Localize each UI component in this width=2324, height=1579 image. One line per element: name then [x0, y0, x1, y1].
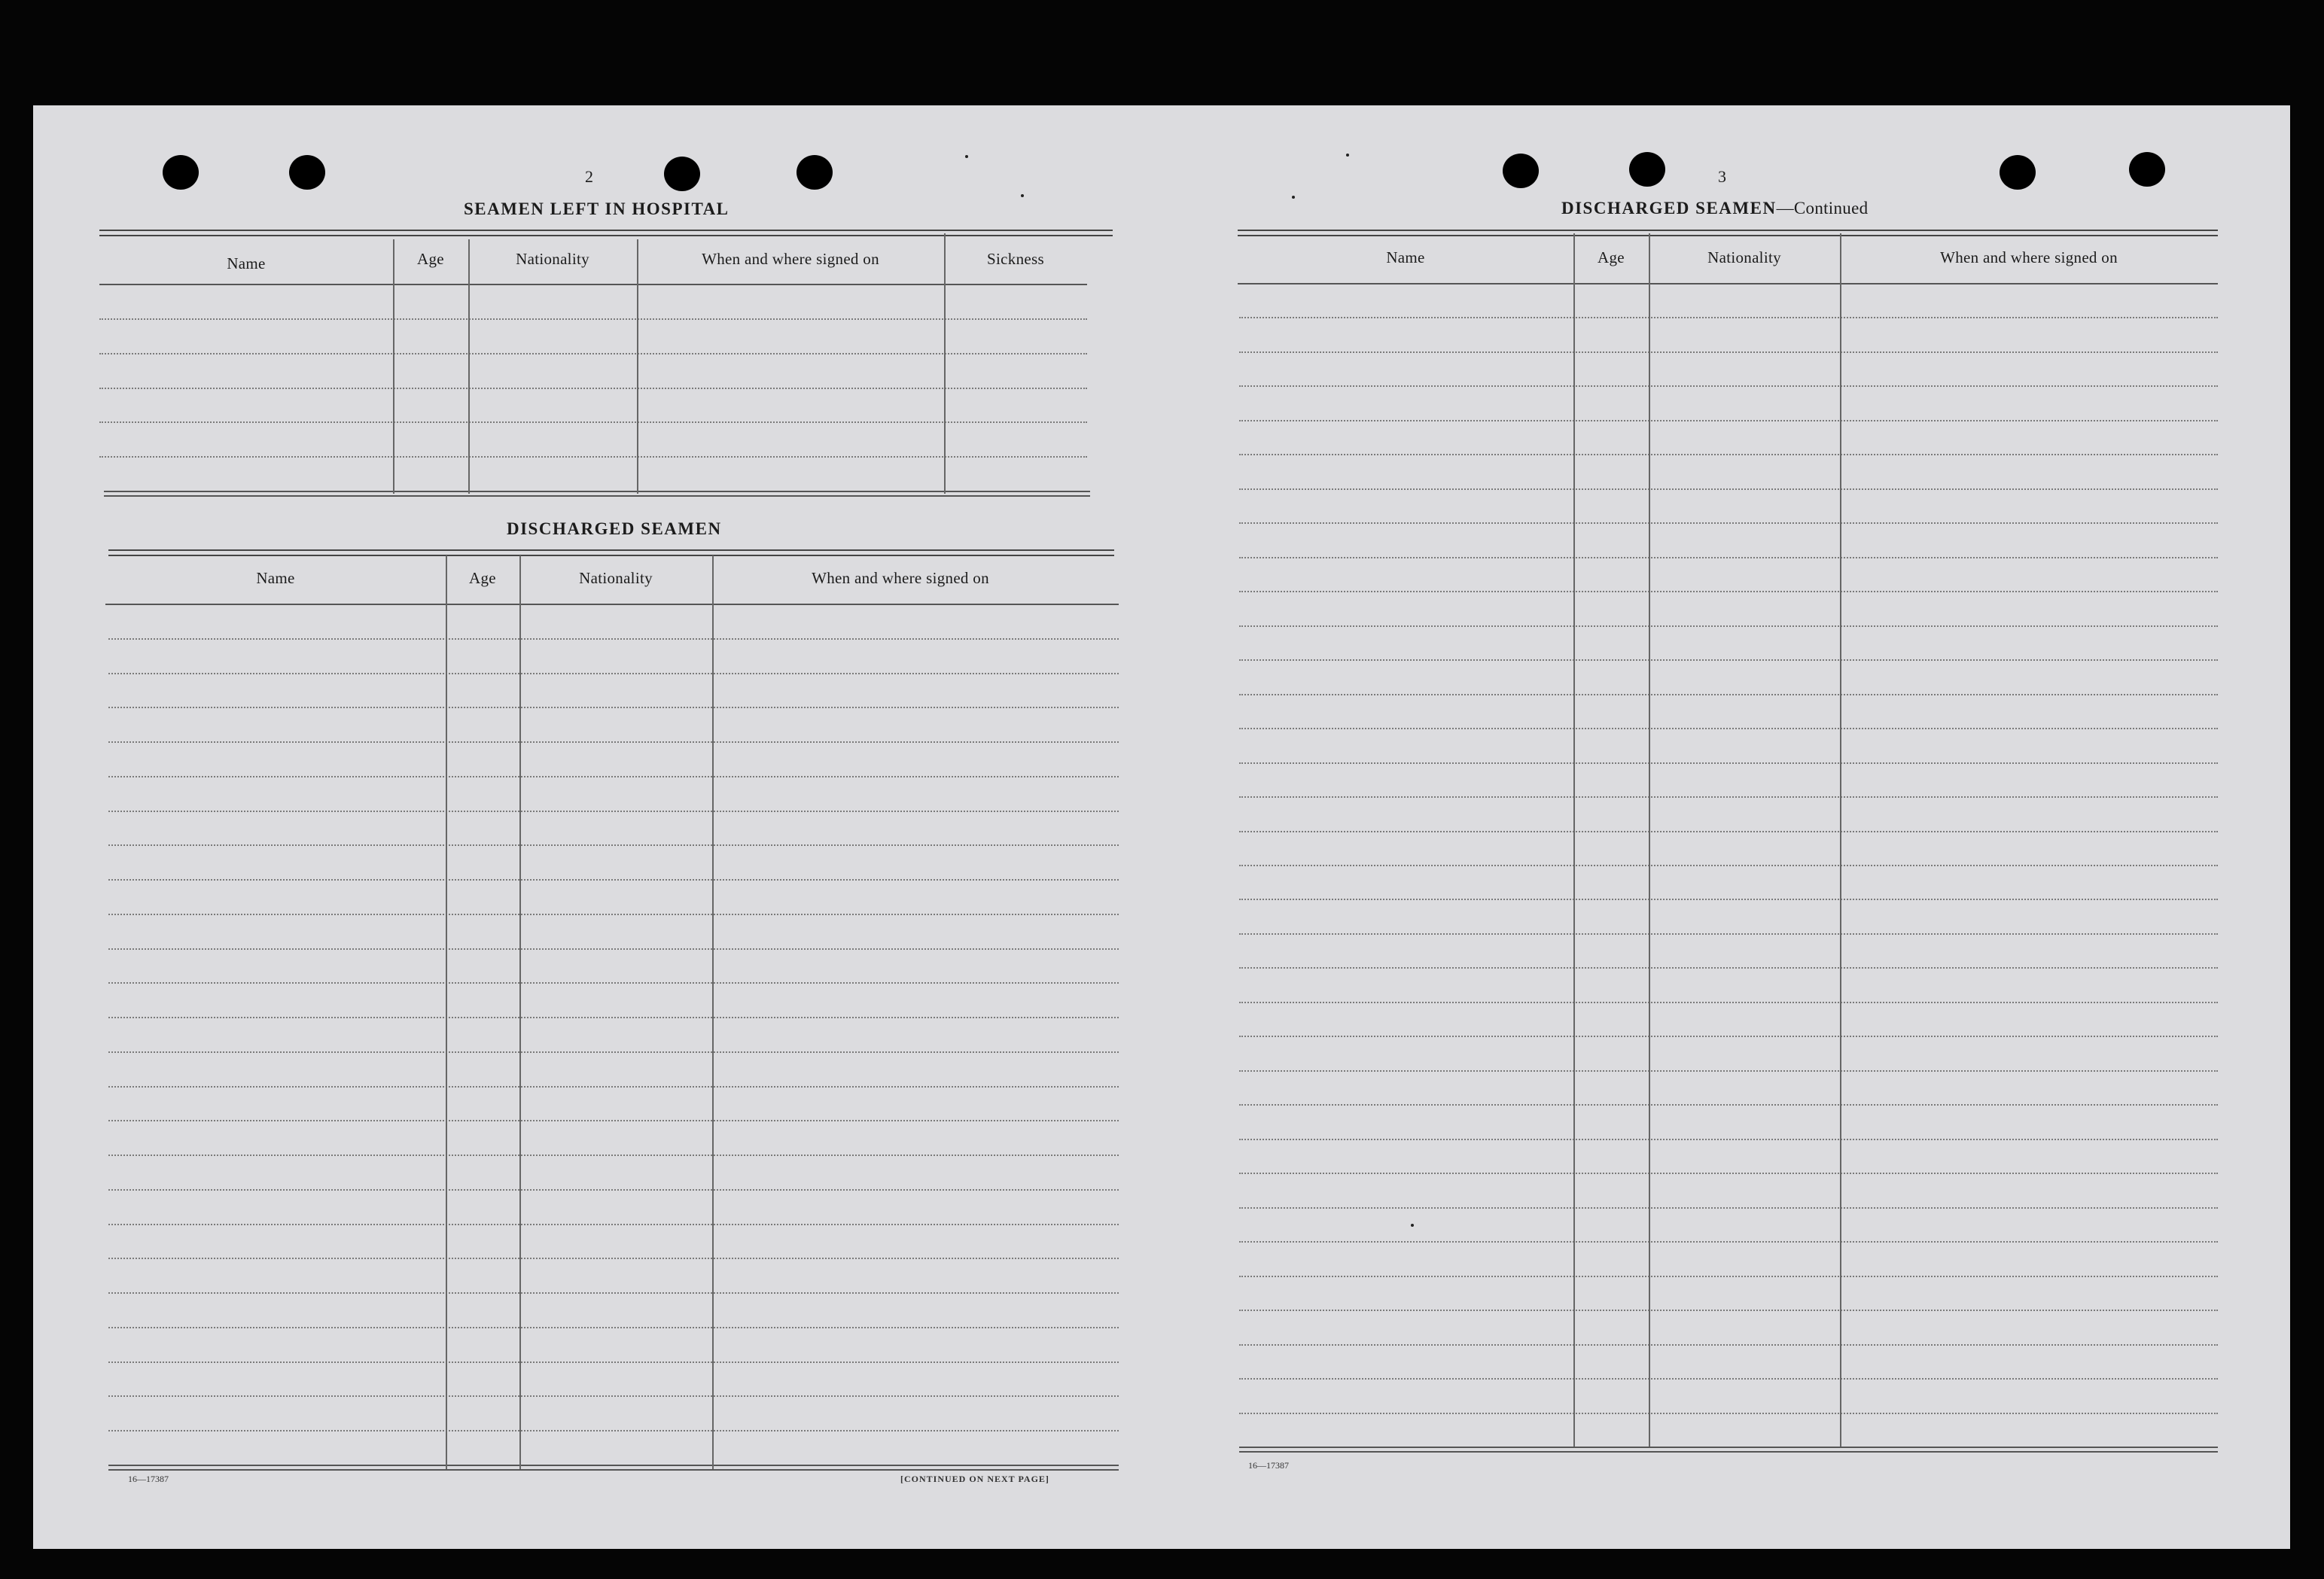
section-bottom-rule [108, 1465, 1119, 1466]
column-header-age: Age [417, 250, 444, 268]
table-row-line [99, 421, 1087, 423]
table-row-line [1239, 796, 2218, 798]
table-row-line [108, 1017, 1119, 1018]
table-row-line [1239, 557, 2218, 558]
table-row-line [108, 1258, 1119, 1259]
form-number: 16—17387 [1248, 1460, 1289, 1471]
table-row-line [1239, 694, 2218, 695]
section-bottom-rule [104, 495, 1090, 497]
table-row-line [1239, 454, 2218, 455]
table-row-line [1239, 728, 2218, 729]
header-bottom-rule [99, 284, 1087, 285]
table-row-line [99, 353, 1087, 354]
page-number: 3 [1718, 167, 1726, 186]
table-row-line [108, 982, 1119, 984]
table-row-line [1239, 1241, 2218, 1243]
table-row-line [1239, 1413, 2218, 1414]
table-row-line [108, 1395, 1119, 1397]
column-divider [446, 555, 447, 1469]
section-bottom-rule [104, 491, 1090, 492]
table-row-line [1239, 1036, 2218, 1037]
page-number: 2 [585, 167, 593, 186]
column-header-nationality: Nationality [516, 250, 589, 268]
column-divider [1840, 233, 1841, 1447]
table-row-line [108, 1120, 1119, 1121]
section-top-rule [108, 549, 1114, 556]
column-header-signed-on: When and where signed on [812, 569, 989, 587]
discharged-continued-title [1561, 199, 1868, 218]
header-bottom-rule [1238, 283, 2218, 284]
column-header-age: Age [469, 569, 496, 587]
table-row-line [1239, 1276, 2218, 1277]
section-bottom-rule [108, 1469, 1119, 1471]
column-divider [944, 233, 946, 494]
left-page [33, 105, 1162, 1549]
hospital-section-title: SEAMEN LEFT IN HOSPITAL [464, 199, 729, 218]
table-row-line [108, 741, 1119, 743]
column-header-signed-on: When and where signed on [702, 250, 879, 268]
table-row-line [1239, 899, 2218, 900]
table-row-line [99, 388, 1087, 389]
table-row-line [1239, 420, 2218, 421]
table-row-line [108, 1155, 1119, 1156]
header-bottom-rule [105, 604, 1119, 605]
scanned-form-sheet [33, 105, 2290, 1549]
table-row-line [108, 914, 1119, 915]
table-row-line [1239, 625, 2218, 627]
table-row-line [108, 1189, 1119, 1191]
table-row-line [108, 879, 1119, 881]
table-row-line [1239, 385, 2218, 387]
section-top-rule [99, 230, 1113, 236]
table-row-line [1239, 1002, 2218, 1003]
table-row-line [108, 811, 1119, 812]
table-row-line [1239, 865, 2218, 866]
table-row-line [1239, 488, 2218, 490]
column-header-name: Name [1386, 248, 1425, 266]
table-row-line [1239, 1139, 2218, 1140]
table-row-line [108, 1361, 1119, 1363]
table-row-line [1239, 1378, 2218, 1380]
right-page [1162, 105, 2290, 1549]
section-title: DISCHARGED SEAMEN [1561, 199, 1777, 218]
column-header-name: Name [227, 254, 266, 272]
section-top-rule [1238, 230, 2218, 236]
section-bottom-rule [1239, 1451, 2218, 1453]
table-row-line [1239, 1173, 2218, 1174]
column-header-age: Age [1598, 248, 1625, 266]
column-divider [712, 555, 714, 1469]
table-row-line [1239, 1070, 2218, 1072]
table-row-line [1239, 831, 2218, 832]
table-row-line [1239, 1310, 2218, 1311]
table-row-line [108, 844, 1119, 846]
column-divider [393, 239, 394, 494]
table-row-line [1239, 933, 2218, 935]
table-row-line [108, 948, 1119, 950]
table-row-line [108, 673, 1119, 674]
section-bottom-rule [1239, 1447, 2218, 1448]
table-row-line [1239, 762, 2218, 764]
column-header-signed-on: When and where signed on [1940, 248, 2118, 266]
discharged-section-title: DISCHARGED SEAMEN [507, 519, 722, 538]
column-divider [1573, 233, 1575, 1447]
continued-note: [CONTINUED ON NEXT PAGE] [900, 1474, 1049, 1484]
table-row-line [1239, 591, 2218, 592]
table-row-line [108, 1051, 1119, 1053]
table-row-line [1239, 659, 2218, 661]
table-row-line [1239, 351, 2218, 353]
table-row-line [1239, 1207, 2218, 1209]
column-header-sickness: Sickness [987, 250, 1044, 268]
table-row-line [99, 318, 1087, 320]
table-row-line [108, 1224, 1119, 1225]
table-row-line [108, 1430, 1119, 1431]
table-row-line [108, 1327, 1119, 1328]
column-divider [637, 239, 638, 494]
table-row-line [1239, 1344, 2218, 1346]
column-divider [519, 555, 521, 1469]
table-row-line [108, 1292, 1119, 1294]
table-row-line [108, 1086, 1119, 1088]
table-row-line [1239, 522, 2218, 524]
column-header-name: Name [256, 569, 295, 587]
column-divider [1649, 233, 1650, 1447]
table-row-line [108, 638, 1119, 640]
title-suffix: —Continued [1776, 199, 1869, 218]
form-number: 16—17387 [128, 1474, 169, 1484]
table-row-line [108, 776, 1119, 777]
table-row-line [108, 707, 1119, 708]
column-header-nationality: Nationality [1707, 248, 1781, 266]
column-header-nationality: Nationality [579, 569, 653, 587]
table-row-line [1239, 317, 2218, 318]
table-row-line [99, 456, 1087, 458]
table-row-line [1239, 967, 2218, 969]
column-divider [468, 239, 470, 494]
table-row-line [1239, 1104, 2218, 1106]
